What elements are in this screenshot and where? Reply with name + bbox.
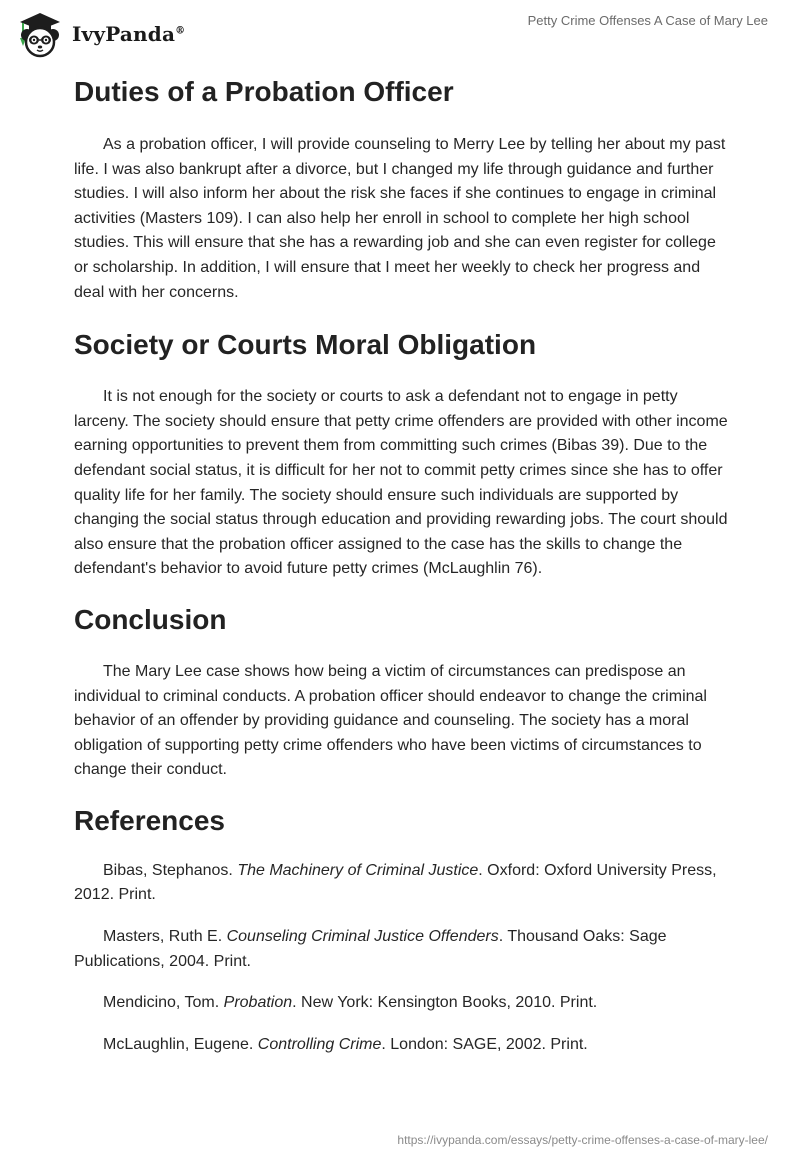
reference-item: Masters, Ruth E. Counseling Criminal Justice Offenders. Thousand Oaks: Sage Publications, 2004. Print. <box>74 928 667 970</box>
ivypanda-logo[interactable] <box>14 8 185 60</box>
section-paragraph: The Mary Lee case shows how being a victim of circumstances can predispose an individual to criminal conducts. A probation officer should endeavor to change the criminal behavior of an offender by providing guidance and counseling. The society has a moral obligation of supporting petty crime offenders who have been victims of circumstances to change their conduct. <box>74 662 707 779</box>
section-heading: Duties of a Probation Officer <box>74 76 454 107</box>
reference-item: Bibas, Stephanos. The Machinery of Criminal Justice. Oxford: Oxford University Press, 2012. Print. <box>74 861 717 904</box>
panda-graduation-cap-icon <box>14 8 66 60</box>
article-content <box>74 72 730 1074</box>
page-header <box>0 0 800 70</box>
section-moral-obligation <box>74 325 730 582</box>
reference-item: McLaughlin, Eugene. Controlling Crime. London: SAGE, 2002. Print. <box>103 1035 588 1053</box>
section-paragraph: As a probation officer, I will provide counseling to Merry Lee by telling her about my past life. I was also bankrupt after a divorce, but I changed my life through guidance and further studies. I will also inform her about the risk she faces if she continues to engage in criminal activities (Masters 109). I can also help her enroll in school to complete her high school studies. This will ensure that she has a rewarding job and she can even register for college or scholarship. In addition, I will ensure that I meet her weekly to check her progress and deal with her concerns. <box>74 136 726 301</box>
section-references <box>74 801 730 1058</box>
reference-list <box>74 859 730 1058</box>
section-heading: Society or Courts Moral Obligation <box>74 329 537 361</box>
section-conclusion <box>74 600 730 783</box>
brand-name: IvyPanda® <box>72 22 186 46</box>
references-heading: References <box>74 804 225 836</box>
document-title: Petty Crime Offenses A Case of Mary Lee <box>527 13 768 28</box>
section-duties <box>74 72 730 305</box>
reference-item: Mendicino, Tom. Probation. New York: Kensington Books, 2010. Print. <box>103 994 598 1012</box>
section-heading: Conclusion <box>74 603 227 635</box>
source-url-link[interactable]: https://ivypanda.com/essays/petty-crime-offenses-a-case-of-mary-lee/ <box>397 1133 768 1147</box>
section-paragraph: It is not enough for the society or courts to ask a defendant not to engage in petty larceny. The society should ensure that petty crime offenders are provided with other income earning opportunities to prevent them from committing such crimes (Bibas 39). Due to the defendant social status, it is difficult for her not to commit petty crimes since she has to offer quality life for her family. The society should ensure such individuals are supported by changing the social status through education and providing rewarding jobs. The court should also ensure that the probation officer assigned to the case has the skills to change the defendant's behavior to avoid future petty crimes (McLaughlin 76). <box>74 388 728 578</box>
